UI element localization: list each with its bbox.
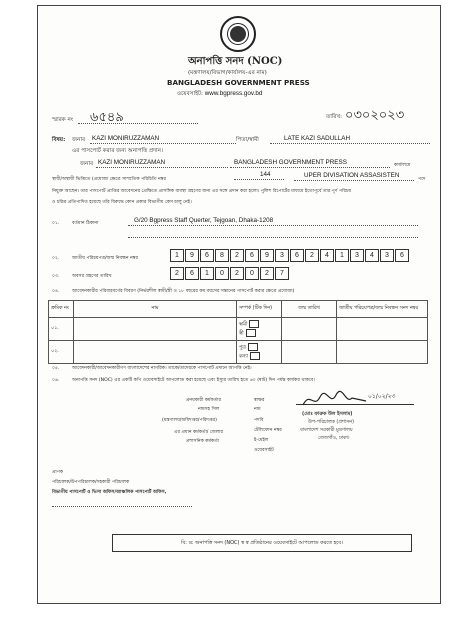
field1-address: G/20 Bgpress Staff Querter, Tejgoan, Dhaka-1208 (134, 217, 274, 224)
table-row (49, 341, 428, 364)
address-line-2 (128, 237, 418, 238)
subject-applicant-name: KAZI MONIRUZZAMAN (92, 135, 160, 142)
row-dob-cell[interactable] (282, 318, 337, 341)
field1-number: ০১. (52, 221, 60, 226)
recipient-office: বিভাগীয় পাসপোর্ট ও ভিসা অফিস/আঞ্চলিক পাসপোর্ট অফিস, (52, 490, 167, 495)
row-serial: ০২. (49, 341, 74, 364)
body-janab: জনাব (80, 161, 94, 167)
decl6-number: ০৬. (52, 378, 60, 383)
retirement-digit: 0 (245, 267, 259, 280)
body-after-org: কার্যালয়ে (394, 163, 411, 168)
nid-digit: 8 (215, 249, 229, 262)
relation-option: কন্যা (239, 354, 249, 360)
organization-name: BANGLADESH GOVERNMENT PRESS (167, 78, 310, 87)
retirement-digit: 6 (185, 267, 199, 280)
body-pre-post: স্থায়ী/অস্থায়ী ভিত্তিতে (প্রযোজ্য ক্ষেত্রে সাম্প্রতিক পরিচিতি নম্বর (52, 177, 167, 182)
field4-label: আবেদনকারীর পরিবারবর্গের বিবরণ (নির্ভরশীল স্বামী/স্ত্রী ও ১৮ বছরের কম বয়সের সন্তানের পাসপোর্ট করার ক্ষেত্রে প্রযোজ্য) (72, 289, 295, 294)
row-relation-cell (237, 318, 282, 341)
label-signature: স্বাক্ষর (254, 398, 265, 403)
relation-checkbox[interactable] (249, 320, 259, 328)
field1-label: বর্তমান ঠিকানা (72, 221, 99, 226)
memo-number: ৬৫৪৯ (90, 110, 124, 125)
signature-date: ০১/০২/২৩ (368, 393, 396, 400)
memo-line (78, 123, 198, 124)
stamp-location: তেজগাঁও, ঢাকা। (318, 436, 350, 441)
nid-digit: 6 (290, 249, 304, 262)
nid-digit: 2 (305, 249, 319, 262)
auth-l4: এর প্রধান কর্মকর্তা/ জেলার (174, 430, 224, 435)
nid-digit: 6 (245, 249, 259, 262)
nid-digit: 2 (230, 249, 244, 262)
body-org-line (230, 167, 390, 168)
decl6-text: অনাপত্তি সনদ (NOC) এর একটি কপি ওয়েবসাইটে আপলোড করা হয়েছে এবং ইস্যুর তারিখ হতে ৬০ (ষাট) দিন পর্যন্ত কার্যকর থাকবে। (72, 378, 315, 383)
relation-option: স্বামী (239, 322, 248, 327)
row-name-cell[interactable] (74, 341, 237, 364)
family-table (48, 300, 428, 364)
family-table-header (49, 301, 428, 318)
body-line3: নিযুক্ত আছেন। তার পাসপোর্ট প্রাপ্তির আবেদনের প্রেক্ষিতে প্রাসঙ্গিক ব্যবস্থা গ্রহণের জন্য এর সঙ্গে প্রদান করা হলো। পুলিশ রিপোর্টের মাধ্যমে ইতোপূর্বে তার পূর্ণ পরিচয় (52, 189, 352, 194)
label-email: ই-মেইল (254, 438, 269, 443)
field3-label: অবসর গ্রহণের তারিখ (72, 274, 112, 279)
stamp-name: (মোঃ ফারুক উল ইসলাম) (302, 412, 353, 417)
relation-checkbox[interactable] (246, 329, 256, 337)
nid-digit: 3 (380, 249, 394, 262)
retirement-digit: 2 (260, 267, 274, 280)
recipient-line (52, 506, 192, 507)
auth-l2: নামসহ সিল (198, 407, 220, 412)
nid-digit: 1 (170, 249, 184, 262)
label-website: ওয়েবসাইট (254, 448, 274, 453)
nid-digit: 9 (260, 249, 274, 262)
label-name: নাম (254, 407, 261, 412)
label-designation: পদবি (254, 418, 264, 423)
nid-digit: 6 (200, 249, 214, 262)
memo-label: স্মারক নং (52, 117, 74, 123)
relation-checkbox[interactable] (250, 352, 260, 360)
nid-digit: 4 (320, 249, 334, 262)
nid-digit-boxes (170, 249, 410, 262)
subject-line2: এর পাসপোর্ট করার জন্য অনাপত্তি প্রদান। (72, 148, 163, 154)
field4-number: ০৪. (52, 289, 60, 294)
body-post-suffix: পদে (418, 177, 426, 182)
date-label: তারিখ: (326, 114, 343, 120)
nid-digit: 6 (395, 249, 409, 262)
nid-digit: 3 (350, 249, 364, 262)
auth-l5: প্রশাসনিক কর্মকর্তা (186, 439, 220, 444)
relation-label: পিতা/স্বামী (236, 137, 259, 143)
col-dob: জন্ম তারিখ (282, 301, 337, 318)
subject-label: বিষয়: (52, 137, 66, 143)
decl5-number: ০৫. (52, 366, 60, 371)
body-post: UPER DIVISATION ASSASISTEN (304, 172, 400, 179)
stamp-office: বাংলাদেশ সরকারী মুদ্রণালয় (300, 428, 353, 433)
relation-option: স্ত্রী (239, 331, 244, 337)
decl5-text: আবেদনকারী/আবেদনকারীগণ বাংলাদেশের নাগরিক। তাকে/তাদেরকে পাসপোর্ট প্রদানে আপত্তি নেই। (72, 366, 252, 371)
noc-form (37, 5, 441, 604)
retirement-digit: 1 (200, 267, 214, 280)
row-dob-cell[interactable] (282, 341, 337, 364)
website-value: www.bgpress.gov.bd (204, 90, 263, 97)
row-relation-cell (237, 341, 282, 364)
retirement-digit: 2 (170, 267, 184, 280)
address-line (128, 225, 418, 226)
field3-number: ০৩. (52, 274, 60, 279)
table-row (49, 318, 428, 341)
row-nid-cell[interactable] (337, 318, 428, 341)
form-subtitle: (মন্ত্রণালয়/বিভাগ/কার্যালয়-এর নাম) (188, 70, 267, 76)
field2-number: ০২. (52, 256, 60, 261)
col-serial: ক্রমিক নং (49, 301, 74, 318)
body-applicant-name: KAZI MONIRUZZAMAN (98, 159, 166, 166)
col-relation: সম্পর্ক (টিক দিন) (237, 301, 282, 318)
subject-janab: জনাব (72, 137, 86, 143)
col-name: নাম (74, 301, 237, 318)
nid-digit: 3 (275, 249, 289, 262)
retirement-digit-boxes (170, 267, 290, 280)
post-line (294, 180, 414, 181)
retirement-digit: 0 (215, 267, 229, 280)
recipient-title: পরিচালক/উপপরিচালক/সহকারী পরিচালক (52, 480, 130, 485)
id-line (234, 179, 284, 180)
recipient-label: প্রাপক (52, 470, 64, 475)
form-title: অনাপত্তি সনদ (NOC) (188, 56, 283, 67)
website-label: ওয়েবসাইট: (177, 91, 203, 97)
auth-l3: (মন্ত্রণালয়/অধিদপ্তর/পরিদপ্তর) (162, 418, 217, 423)
relation-checkbox[interactable] (248, 343, 258, 351)
retirement-digit: 7 (275, 267, 289, 280)
row-serial: ০১. (49, 318, 74, 341)
body-id-number: 144 (260, 171, 271, 178)
field2-label: জাতীয় পরিচয়পত্র/জন্ম নিবন্ধন নম্বর (72, 256, 139, 261)
nid-digit: 1 (335, 249, 349, 262)
auth-l1: প্রনয়কারী কর্মকর্তার (186, 398, 222, 403)
handwritten-signature (300, 389, 370, 411)
body-organization: BANGLADESH GOVERNMENT PRESS (234, 159, 347, 166)
website-row (177, 90, 262, 99)
label-phone: টেলিফোন নম্বর (254, 428, 282, 433)
relation-option: পুত্র (239, 345, 246, 350)
government-seal-icon (220, 16, 256, 52)
col-nid: জাতীয় পরিচয়পত্র/জন্ম নিবন্ধন সনদ নম্বর (337, 301, 428, 318)
retirement-digit: 2 (230, 267, 244, 280)
father-line (270, 143, 430, 144)
row-nid-cell[interactable] (337, 341, 428, 364)
footer-note: বি: দ্র: অনাপত্তি সনদ (NOC) স্ব স্ব প্রতিষ্ঠানের ওয়েবসাইটে আপলোড করতে হবে। (112, 534, 412, 552)
body-name-line (96, 167, 228, 168)
row-name-cell[interactable] (74, 318, 237, 341)
name-line (90, 143, 236, 144)
subject-father-name: LATE KAZI SADULLAH (284, 135, 351, 142)
issue-date: ০৩০২০২৩ (345, 108, 405, 123)
body-line4: ও চরিত্র প্রতিপাদিত হয়েছে তাঁর বিরুদ্ধে কোন প্রকার বিভাগীয় কেস চালু নেই। (52, 200, 192, 205)
nid-digit: 9 (185, 249, 199, 262)
nid-digit: 4 (365, 249, 379, 262)
stamp-designation: উপ-পরিচালক (প্রশাসন) (308, 420, 355, 425)
